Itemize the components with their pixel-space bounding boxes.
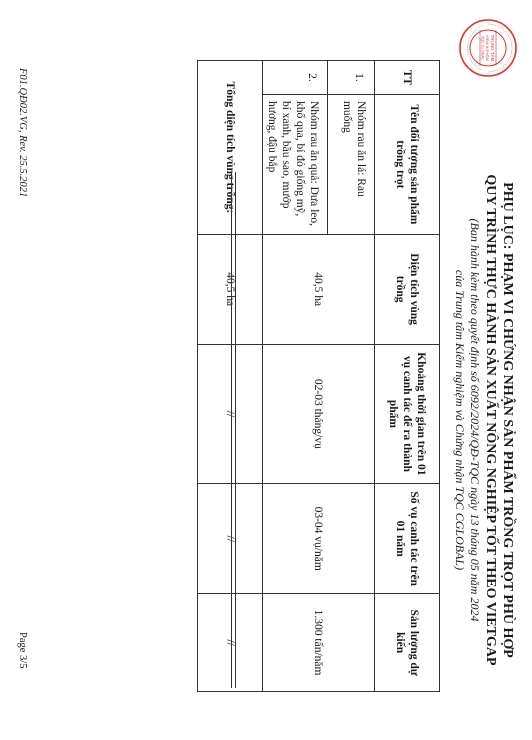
total-seasons: // [198,484,263,594]
document-title-block [452,150,516,690]
scope-table [197,60,440,692]
page-number: Page 3/5 [17,632,28,669]
subtitle-line-2: của Trung tâm Kiểm nghiệm và Chứng nhận TQC CGLOBAL) [453,269,467,571]
table-header-row [375,61,440,692]
divider-line [231,172,232,688]
header-product-name: Tên đối tượng sản phẩm trồng trọt [375,94,440,234]
svg-text:TQC GLOBAL: TQC GLOBAL [480,35,485,61]
header-seasons: Số vụ canh tác trên 01 năm [375,484,440,594]
header-duration: Khoảng thời gian trên 01 vụ canh tác để ra thành phẩm [375,344,440,484]
merged-duration: 02-03 tháng/vụ [263,344,375,484]
title-line-1: PHỤ LỤC: PHẠM VI CHỨNG NHẬN SẢN PHẨM TRỒNG TRỌT PHÙ HỢP [500,182,515,658]
subtitle-line-1: (Ban hành kèm theo quyết định số 6092/2024/QĐ-TQC ngày 13 tháng 05 năm 2024 [468,218,482,622]
merged-yield: 1.300 tấn/năm [263,594,375,692]
table-row [328,61,375,692]
table-total-row [198,61,263,692]
header-tt: TT [375,61,440,95]
form-code: F01.QĐ02.VG, Rev. 25.5.2021 [17,68,28,198]
total-area: 40,5 ha [198,234,263,344]
seal-stamp-icon [458,18,518,78]
product-name: Nhóm rau ăn quả: Dưa leo, khổ qua, bí đỏ giống mỹ, bí xanh, bầu sao, mướp hương, đậu bắp [263,94,328,234]
title-line-2: QUY TRÌNH THỰC HÀNH SẢN XUẤT NÔNG NGHIỆP TỐT THEO VIETGAP [483,174,498,666]
total-label: Tổng diện tích vùng trồng: [198,61,263,235]
svg-text:KIỂM NGHIỆM: KIỂM NGHIỆM [485,35,489,61]
total-duration: // [198,344,263,484]
svg-text:TRUNG TÂM: TRUNG TÂM [490,34,495,62]
divider-line [235,172,236,688]
product-name: Nhóm rau ăn lá: Rau muống [328,94,375,234]
header-area: Diện tích vùng trồng [375,234,440,344]
merged-seasons: 03-04 vụ/năm [263,484,375,594]
merged-area: 40,5 ha [263,234,375,344]
row-number: 1. [328,61,375,95]
total-yield: // [198,594,263,692]
row-number: 2. [263,61,328,95]
header-yield: Sản lượng dự kiến [375,594,440,692]
